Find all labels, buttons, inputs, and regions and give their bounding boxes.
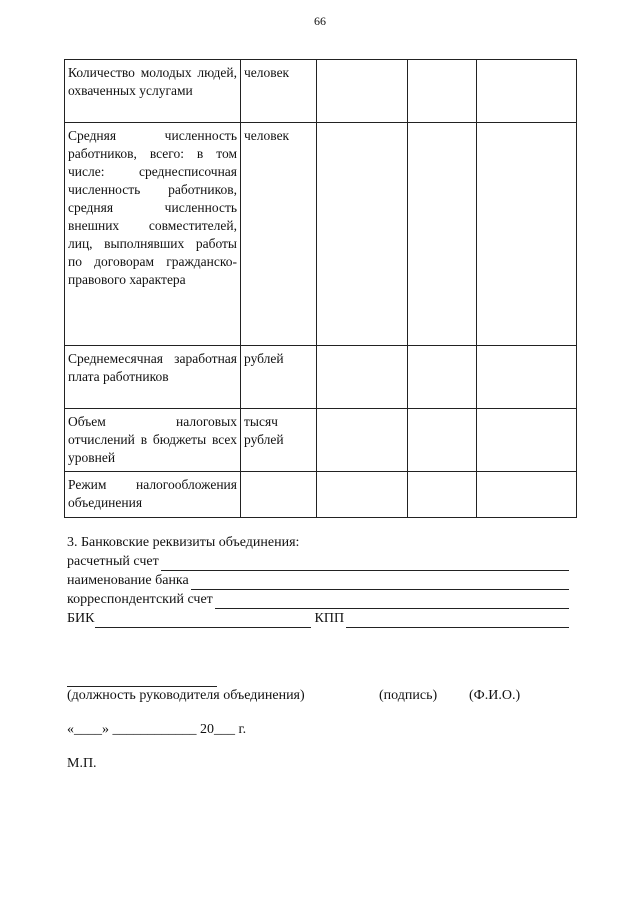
value-cell[interactable] xyxy=(408,346,477,409)
signature-label: (подпись) xyxy=(379,688,438,703)
row-unit-cell: рублей xyxy=(241,346,317,409)
value-cell[interactable] xyxy=(317,60,408,123)
data-table xyxy=(64,59,577,518)
bank-name-label: наименование банка xyxy=(67,573,189,588)
value-cell[interactable] xyxy=(408,60,477,123)
row-name-cell: Количество молодых людей, охваченных услугами xyxy=(65,60,241,123)
account-label: расчетный счет xyxy=(67,554,159,569)
position-signature-line[interactable] xyxy=(67,686,217,687)
value-cell[interactable] xyxy=(317,472,408,518)
value-cell[interactable] xyxy=(317,346,408,409)
stamp-label: М.П. xyxy=(67,756,97,771)
value-cell[interactable] xyxy=(317,123,408,346)
value-cell[interactable] xyxy=(477,123,577,346)
page-number: 66 xyxy=(314,14,326,28)
value-cell[interactable] xyxy=(477,472,577,518)
row-name-cell: Режим налогообложения объединения xyxy=(65,472,241,518)
bank-details xyxy=(67,533,569,628)
row-unit-cell: человек xyxy=(241,60,317,123)
bik-kpp-line xyxy=(67,609,569,628)
table-row xyxy=(65,60,577,123)
row-name-cell: Объем налоговых отчислений в бюджеты всех уровней xyxy=(65,409,241,472)
kpp-field[interactable] xyxy=(346,613,569,628)
bank-name-field[interactable] xyxy=(191,575,569,590)
table-row xyxy=(65,472,577,518)
bank-heading: 3. Банковские реквизиты объединения: xyxy=(67,535,300,550)
row-unit-cell[interactable] xyxy=(241,472,317,518)
corr-account-line xyxy=(67,590,569,609)
bank-name-line xyxy=(67,571,569,590)
table-row xyxy=(65,346,577,409)
account-line xyxy=(67,552,569,571)
value-cell[interactable] xyxy=(477,346,577,409)
account-field[interactable] xyxy=(161,556,569,571)
value-cell[interactable] xyxy=(317,409,408,472)
corr-account-field[interactable] xyxy=(215,594,569,609)
date-line[interactable]: «____» ____________ 20___ г. xyxy=(67,722,247,737)
bik-field[interactable] xyxy=(95,613,311,628)
row-unit-cell: тысяч рублей xyxy=(241,409,317,472)
table-row xyxy=(65,409,577,472)
fio-label: (Ф.И.О.) xyxy=(469,688,521,703)
row-name-cell: Среднемесячная заработная плата работников xyxy=(65,346,241,409)
row-name-cell: Средняя численность работников, всего: в том числе: среднесписочная численность работников, средняя численность внешних совместителей, лиц, выполнявших работы по договорам гражданско-правового характера xyxy=(65,123,241,346)
value-cell[interactable] xyxy=(408,472,477,518)
row-unit-cell: человек xyxy=(241,123,317,346)
kpp-label: КПП xyxy=(314,611,345,626)
corr-account-label: корреспондентский счет xyxy=(67,592,213,607)
value-cell[interactable] xyxy=(477,60,577,123)
bik-label: БИК xyxy=(67,611,95,626)
value-cell[interactable] xyxy=(477,409,577,472)
value-cell[interactable] xyxy=(408,409,477,472)
value-cell[interactable] xyxy=(408,123,477,346)
table-row xyxy=(65,123,577,346)
position-label: (должность руководителя объединения) xyxy=(67,688,305,703)
